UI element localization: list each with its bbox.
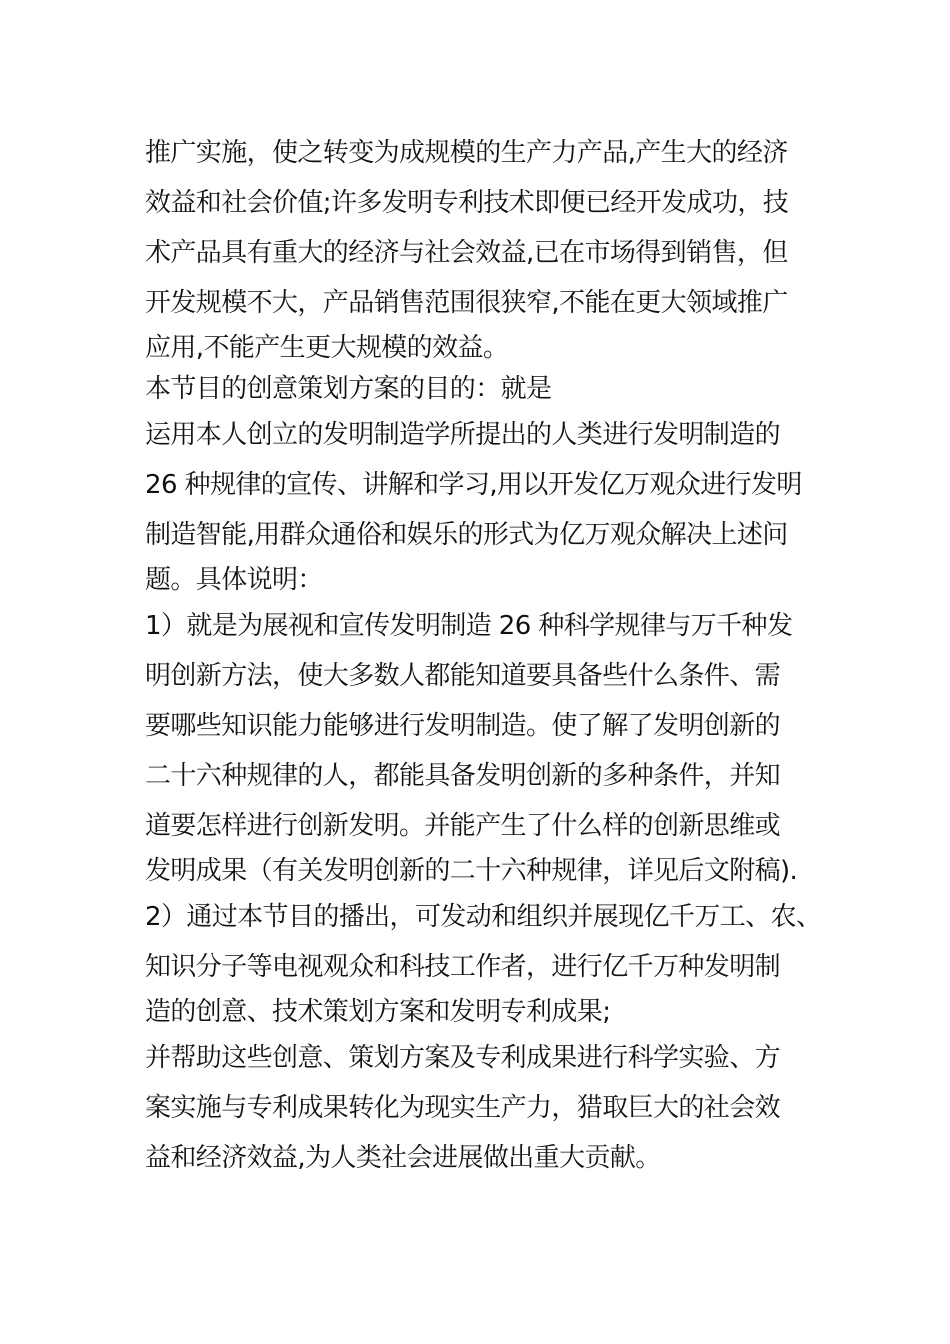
text-line: 制造智能,用群众通俗和娱乐的形式为亿万观众解决上述问 xyxy=(145,520,788,550)
text-line: 益和经济效益,为人类社会进展做出重大贡献。 xyxy=(145,1143,661,1173)
text-line: 案实施与专利成果转化为现实生产力，猎取巨大的社会效 xyxy=(145,1093,781,1123)
document-body xyxy=(145,128,845,1183)
text-line: 应用,不能产生更大规模的效益。 xyxy=(145,333,509,363)
text-line: 效益和社会价值;许多发明专利技术即便已经开发成功，技 xyxy=(145,188,789,218)
text-line: 推广实施，使之转变为成规模的生产力产品,产生大的经济 xyxy=(145,138,788,168)
text-line: 造的创意、技术策划方案和发明专利成果; xyxy=(145,997,611,1027)
text-line: 并帮助这些创意、策划方案及专利成果进行科学实验、方 xyxy=(145,1043,781,1073)
text-line: 开发规模不大，产品销售范围很狭窄,不能在更大领域推广 xyxy=(145,288,788,318)
text-line: 本节目的创意策划方案的目的：就是 xyxy=(145,374,552,404)
text-line: 发明成果（有关发明创新的二十六种规律，详见后文附稿). xyxy=(145,856,798,886)
text-line: 明创新方法，使大多数人都能知道要具备些什么条件、需 xyxy=(145,661,781,691)
text-line: 术产品具有重大的经济与社会效益,已在市场得到销售，但 xyxy=(145,238,788,268)
text-line: 要哪些知识能力能够进行发明制造。使了解了发明创新的 xyxy=(145,711,781,741)
text-line: 1）就是为展视和宣传发明制造 26 种科学规律与万千种发 xyxy=(145,611,793,641)
text-line: 2）通过本节目的播出，可发动和组织并展现亿千万工、农、 xyxy=(145,902,822,932)
text-line: 道要怎样进行创新发明。并能产生了什么样的创新思维或 xyxy=(145,811,781,841)
text-line: 题。具体说明： xyxy=(145,565,323,595)
text-line: 二十六种规律的人，都能具备发明创新的多种条件，并知 xyxy=(145,761,781,791)
text-line: 运用本人创立的发明制造学所提出的人类进行发明制造的 xyxy=(145,420,781,450)
text-line: 26 种规律的宣传、讲解和学习,用以开发亿万观众进行发明 xyxy=(145,470,802,500)
text-line: 知识分子等电视观众和科技工作者，进行亿千万种发明制 xyxy=(145,952,781,982)
